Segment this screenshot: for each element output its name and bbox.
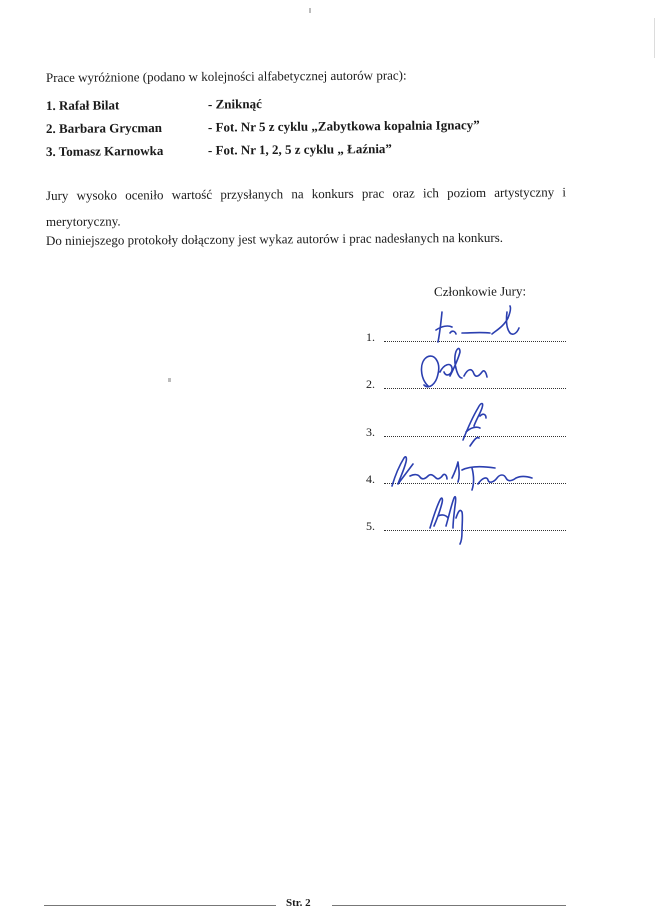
- awards-intro: Prace wyróżnione (podano w kolejności alfabetycznej autorów prac):: [45, 67, 407, 85]
- signature-3-mark: [463, 404, 486, 447]
- jury-members-heading: Członkowie Jury:: [433, 283, 527, 299]
- footer-rule-right: [332, 905, 566, 906]
- award-title: - Fot. Nr 5 z cyklu „Zabytkowa kopalnia Ignacy”: [207, 117, 480, 135]
- award-title: - Zniknąć: [207, 96, 262, 112]
- award-author: 1. Rafał Bilat: [45, 97, 120, 113]
- award-title: - Fot. Nr 1, 2, 5 z cyklu „ Łaźnia”: [207, 140, 392, 158]
- scan-speck: [309, 8, 311, 13]
- scan-edge: [654, 18, 655, 58]
- signature-number: 2.: [366, 377, 375, 391]
- signature-1-mark: [436, 306, 519, 342]
- jury-assessment-line-2: merytoryczny.: [45, 213, 121, 229]
- attachment-note: Do niniejszego protokoły dołączony jest wykaz autorów i prac nadesłanych na konkurs.: [45, 229, 504, 248]
- award-author: 2. Barbara Grycman: [45, 119, 162, 136]
- signature-number: 3.: [366, 425, 375, 439]
- signature-number: 1.: [366, 330, 375, 344]
- signature-2-mark: [421, 349, 487, 387]
- award-author: 3. Tomasz Karnowka: [45, 142, 164, 159]
- jury-assessment-line-1: Jury wysoko oceniło wartość przysłanych na konkurs prac oraz ich poziom artystyczny i: [45, 184, 567, 203]
- signature-5-mark: [430, 497, 462, 544]
- scan-speck: [168, 378, 171, 382]
- signature-4-mark: [392, 457, 532, 490]
- footer-rule-left: [44, 905, 276, 906]
- page-number: Str. 2: [286, 897, 311, 909]
- signature-number: 5.: [366, 519, 375, 533]
- signature-number: 4.: [366, 472, 375, 486]
